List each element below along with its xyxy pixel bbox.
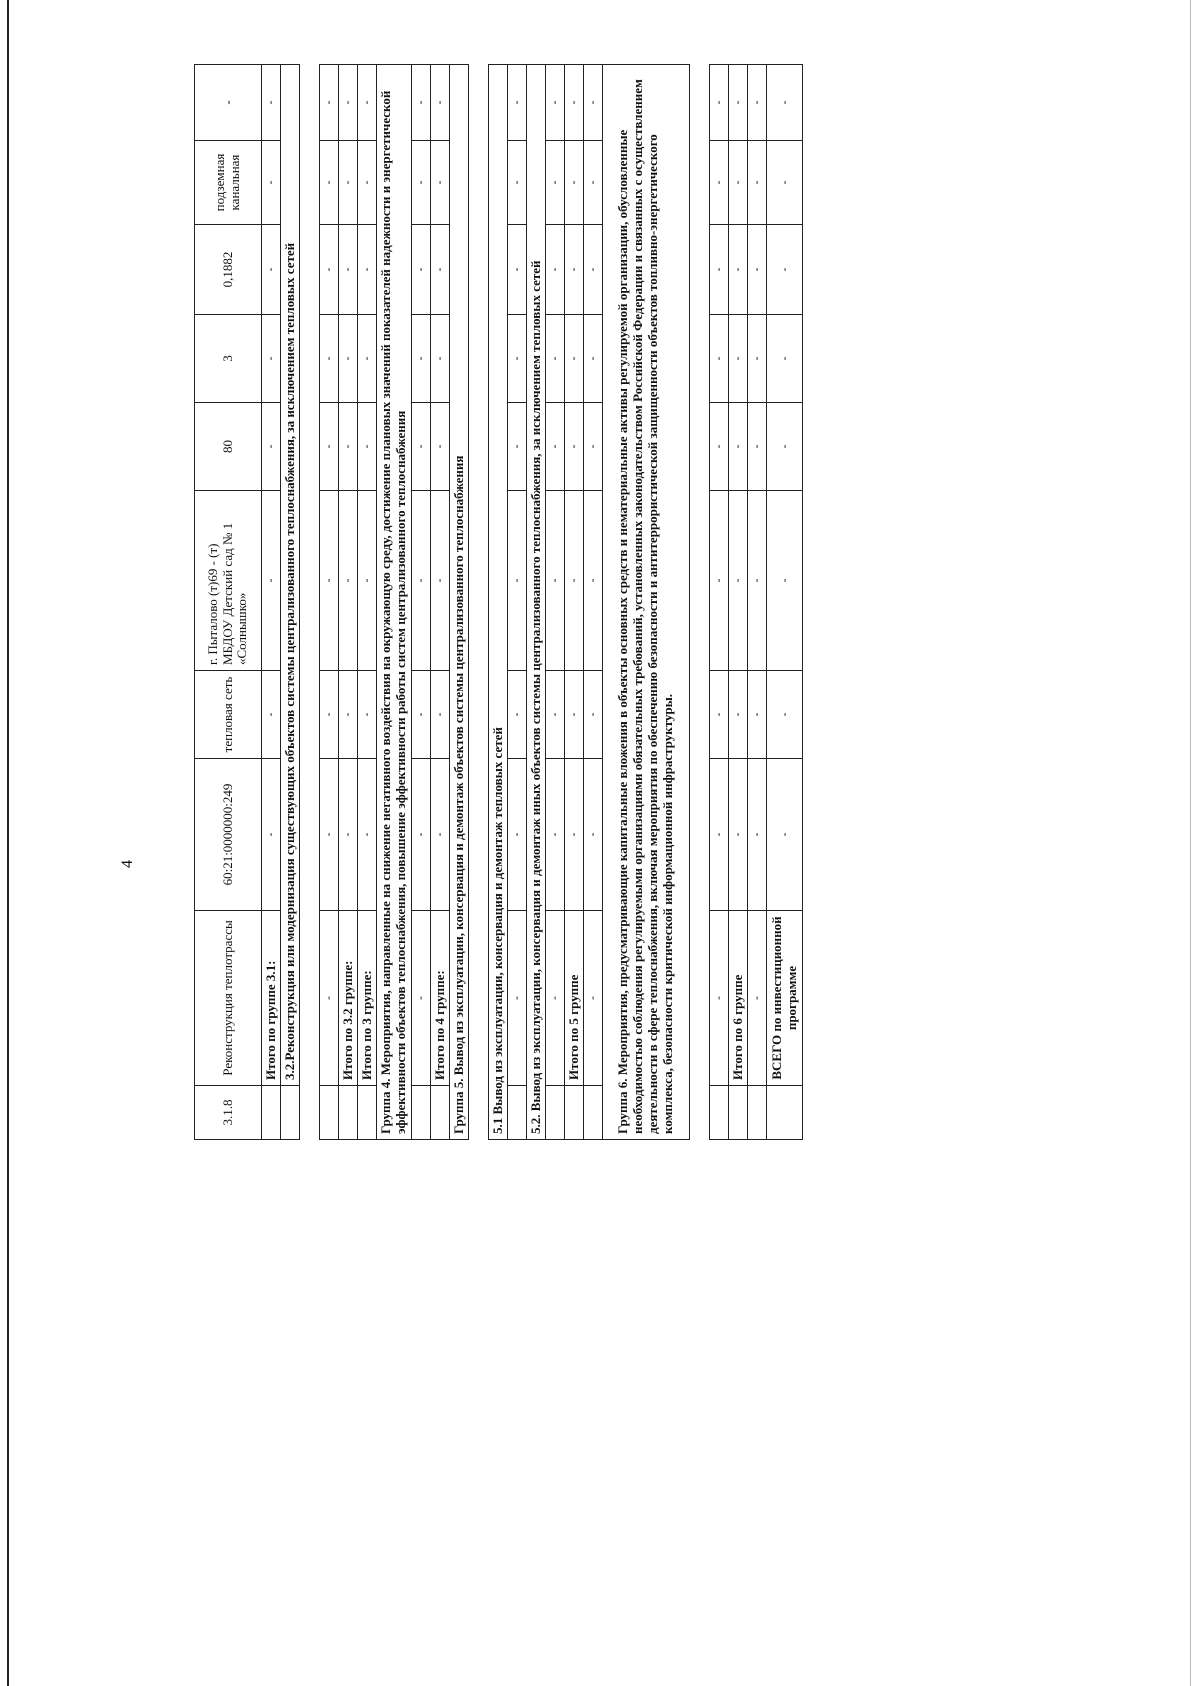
dash-cell: - (412, 315, 431, 403)
table-row-total-3-1 (262, 65, 281, 1140)
dash-cell: - (320, 759, 339, 911)
total-label: Итого по 5 группе (565, 911, 584, 1086)
dash-cell: - (262, 315, 281, 403)
dash-cell: - (748, 225, 767, 315)
dash-cell: - (565, 141, 584, 225)
section-title: Группа 5. Вывод из эксплуатации, консервация и демонтаж объектов системы централизованного теплоснабжения (450, 65, 469, 1140)
dash-cell: - (358, 759, 377, 911)
dash-cell: - (412, 403, 431, 491)
dash-cell: - (508, 225, 527, 315)
cell-laying: подземная канальная (195, 141, 262, 225)
dash-cell: - (358, 491, 377, 671)
section-title: 5.1 Вывод из эксплуатации, консервация и демонтаж тепловых сетей (489, 65, 508, 1140)
dash-cell: - (748, 315, 767, 403)
dash-cell: - (767, 141, 803, 225)
total-label: Итого по 3.2 группе: (339, 911, 358, 1086)
cell-name: Реконструкция теплотрассы (195, 911, 262, 1086)
dash-cell: - (358, 671, 377, 759)
total-label: Итого по 3 группе: (358, 911, 377, 1086)
dash-cell: - (339, 315, 358, 403)
dash-cell: - (710, 671, 729, 759)
dash-cell: - (412, 65, 431, 141)
dash-cell: - (262, 403, 281, 491)
dash-cell: - (320, 141, 339, 225)
dash-cell: - (767, 671, 803, 759)
table-row-total-5 (565, 65, 584, 1140)
dash-cell: - (710, 141, 729, 225)
dash-cell: - (546, 911, 565, 1086)
dash-cell: - (320, 671, 339, 759)
scan-left-edge (7, 0, 9, 1686)
cell-diameter: 80 (195, 403, 262, 491)
section-row-group-6 (603, 65, 690, 1140)
dash-cell: - (431, 315, 450, 403)
dash-cell: - (339, 225, 358, 315)
dash-cell: - (508, 315, 527, 403)
page-number: 4 (119, 860, 136, 868)
dash-cell: - (710, 225, 729, 315)
section-title: 5.2. Вывод из эксплуатации, консервация и демонтаж иных объектов системы централизованного теплоснабжения, за исключением тепловых сетей (527, 65, 546, 1140)
dash-cell: - (262, 141, 281, 225)
table-row (320, 65, 339, 1140)
dash-cell: - (412, 225, 431, 315)
dash-cell: - (546, 225, 565, 315)
section-row-5-1 (489, 65, 508, 1140)
dash-cell: - (584, 315, 603, 403)
dash-cell: - (748, 759, 767, 911)
dash-cell: - (767, 759, 803, 911)
dash-cell: - (320, 315, 339, 403)
dash-cell: - (584, 225, 603, 315)
dash-cell: - (412, 491, 431, 671)
dash-cell: - (339, 491, 358, 671)
grand-total-label: ВСЕГО по инвестиционной программе (767, 911, 803, 1086)
table-row (584, 65, 603, 1140)
table-row-total-3 (358, 65, 377, 1140)
section-title: Группа 6. Мероприятия, предусматривающие капитальные вложения в объекты основных средств и нематериальные активы регулируемой организации, обусловленные необходимостью соблюдения регулируемыми организациями обязательных требований, установленных законодательством Российской Федерации и связанных с осуществлением деятельности в сфере теплоснабжения, включая мероприятия по обеспечению безопасности и антитеррористической защищенности объектов топливно-энергетического комплекса, безопасности критической информационной инфраструктуры. (603, 65, 690, 1140)
dash-cell: - (339, 141, 358, 225)
spacer-row (469, 65, 489, 1140)
dash-cell: - (546, 141, 565, 225)
cell-type: тепловая сеть (195, 671, 262, 759)
dash-cell: - (320, 403, 339, 491)
dash-cell: - (339, 403, 358, 491)
dash-cell: - (584, 671, 603, 759)
dash-cell: - (546, 759, 565, 911)
dash-cell: - (710, 403, 729, 491)
dash-cell: - (729, 491, 748, 671)
dash-cell: - (358, 225, 377, 315)
dash-cell: - (508, 403, 527, 491)
table-row-total-6 (729, 65, 748, 1140)
dash-cell: - (262, 225, 281, 315)
dash-cell: - (584, 759, 603, 911)
dash-cell: - (431, 225, 450, 315)
dash-cell: - (358, 65, 377, 141)
dash-cell: - (767, 65, 803, 141)
dash-cell: - (431, 141, 450, 225)
dash-cell: - (729, 759, 748, 911)
table-row (508, 65, 527, 1140)
section-title: 3.2.Реконструкция или модернизация существующих объектов системы централизованного теплоснабжения, за исключением тепловых сетей (281, 65, 300, 1086)
dash-cell: - (262, 759, 281, 911)
dash-cell: - (320, 225, 339, 315)
dash-cell: - (584, 403, 603, 491)
dash-cell: - (565, 315, 584, 403)
dash-cell: - (508, 671, 527, 759)
section-title: Группа 4. Мероприятия, направленные на снижение негативного воздействия на окружающую среду, достижение плановых значений показателей надежности и энергетической эффективности объектов теплоснабжения, повышение эффективности работы систем централизованного теплоснабжения (377, 65, 412, 1140)
rotated-table-wrapper (194, 65, 803, 1140)
table-row-grand-total (767, 65, 803, 1140)
dash-cell: - (339, 671, 358, 759)
dash-cell: - (546, 671, 565, 759)
dash-cell: - (508, 141, 527, 225)
dash-cell: - (767, 225, 803, 315)
table-row-3-1-8 (195, 65, 262, 1140)
dash-cell: - (358, 315, 377, 403)
dash-cell: - (748, 65, 767, 141)
dash-cell: - (565, 65, 584, 141)
section-row-3-2 (281, 65, 300, 1140)
dash-cell: - (710, 911, 729, 1086)
dash-cell: - (431, 759, 450, 911)
dash-cell: - (729, 671, 748, 759)
dash-cell: - (546, 403, 565, 491)
dash-cell: - (320, 65, 339, 141)
section-row-5-2 (527, 65, 546, 1140)
dash-cell: - (508, 491, 527, 671)
dash-cell: - (710, 491, 729, 671)
cell-count: 3 (195, 315, 262, 403)
dash-cell: - (748, 911, 767, 1086)
dash-cell: - (565, 759, 584, 911)
dash-cell: - (262, 65, 281, 141)
dash-cell: - (508, 759, 527, 911)
dash-cell: - (710, 315, 729, 403)
dash-cell: - (412, 671, 431, 759)
dash-cell: - (767, 491, 803, 671)
section-row-group-4 (377, 65, 412, 1140)
dash-cell: - (431, 671, 450, 759)
dash-cell: - (320, 491, 339, 671)
dash-cell: - (412, 759, 431, 911)
dash-cell: - (546, 315, 565, 403)
dash-cell: - (412, 911, 431, 1086)
dash-cell: - (546, 65, 565, 141)
dash-cell: - (748, 491, 767, 671)
total-label: Итого по 6 группе (729, 911, 748, 1086)
spacer-row (300, 65, 320, 1140)
dash-cell: - (262, 671, 281, 759)
dash-cell: - (508, 65, 527, 141)
spacer-row (690, 65, 710, 1140)
dash-cell: - (767, 403, 803, 491)
dash-cell: - (358, 141, 377, 225)
dash-cell: - (748, 141, 767, 225)
investment-program-table (194, 64, 803, 1140)
dash-cell: - (339, 759, 358, 911)
dash-cell: - (729, 403, 748, 491)
dash-cell: - (262, 491, 281, 671)
dash-cell: - (767, 315, 803, 403)
table-row (710, 65, 729, 1140)
cell-length: 0,1882 (195, 225, 262, 315)
dash-cell: - (710, 65, 729, 141)
total-label: Итого по группе 3.1: (262, 911, 281, 1086)
dash-cell: - (729, 225, 748, 315)
dash-cell: - (710, 759, 729, 911)
cell-last: - (195, 65, 262, 141)
dash-cell: - (546, 491, 565, 671)
dash-cell: - (431, 403, 450, 491)
dash-cell: - (584, 491, 603, 671)
dash-cell: - (339, 65, 358, 141)
dash-cell: - (320, 911, 339, 1086)
dash-cell: - (431, 491, 450, 671)
table-row-total-3-2 (339, 65, 358, 1140)
dash-cell: - (584, 65, 603, 141)
section-row-group-5 (450, 65, 469, 1140)
dash-cell: - (508, 911, 527, 1086)
dash-cell: - (748, 671, 767, 759)
dash-cell: - (431, 65, 450, 141)
scan-right-edge (1190, 0, 1191, 1686)
dash-cell: - (584, 141, 603, 225)
total-label: Итого по 4 группе: (431, 911, 450, 1086)
dash-cell: - (729, 141, 748, 225)
dash-cell: - (729, 65, 748, 141)
table-row (546, 65, 565, 1140)
cell-cadastral: 60:21:0000000:249 (195, 759, 262, 911)
table-row (412, 65, 431, 1140)
cell-location: г. Пыталово (т)69 - (т) МБДОУ Детский сад № 1 «Солнышко» (195, 491, 262, 671)
dash-cell: - (748, 403, 767, 491)
table-row-total-4 (431, 65, 450, 1140)
dash-cell: - (565, 403, 584, 491)
dash-cell: - (729, 315, 748, 403)
dash-cell: - (412, 141, 431, 225)
cell-num: 3.1.8 (195, 1086, 262, 1140)
dash-cell: - (358, 403, 377, 491)
dash-cell: - (584, 911, 603, 1086)
dash-cell: - (565, 225, 584, 315)
table-row (748, 65, 767, 1140)
dash-cell: - (565, 491, 584, 671)
dash-cell: - (565, 671, 584, 759)
